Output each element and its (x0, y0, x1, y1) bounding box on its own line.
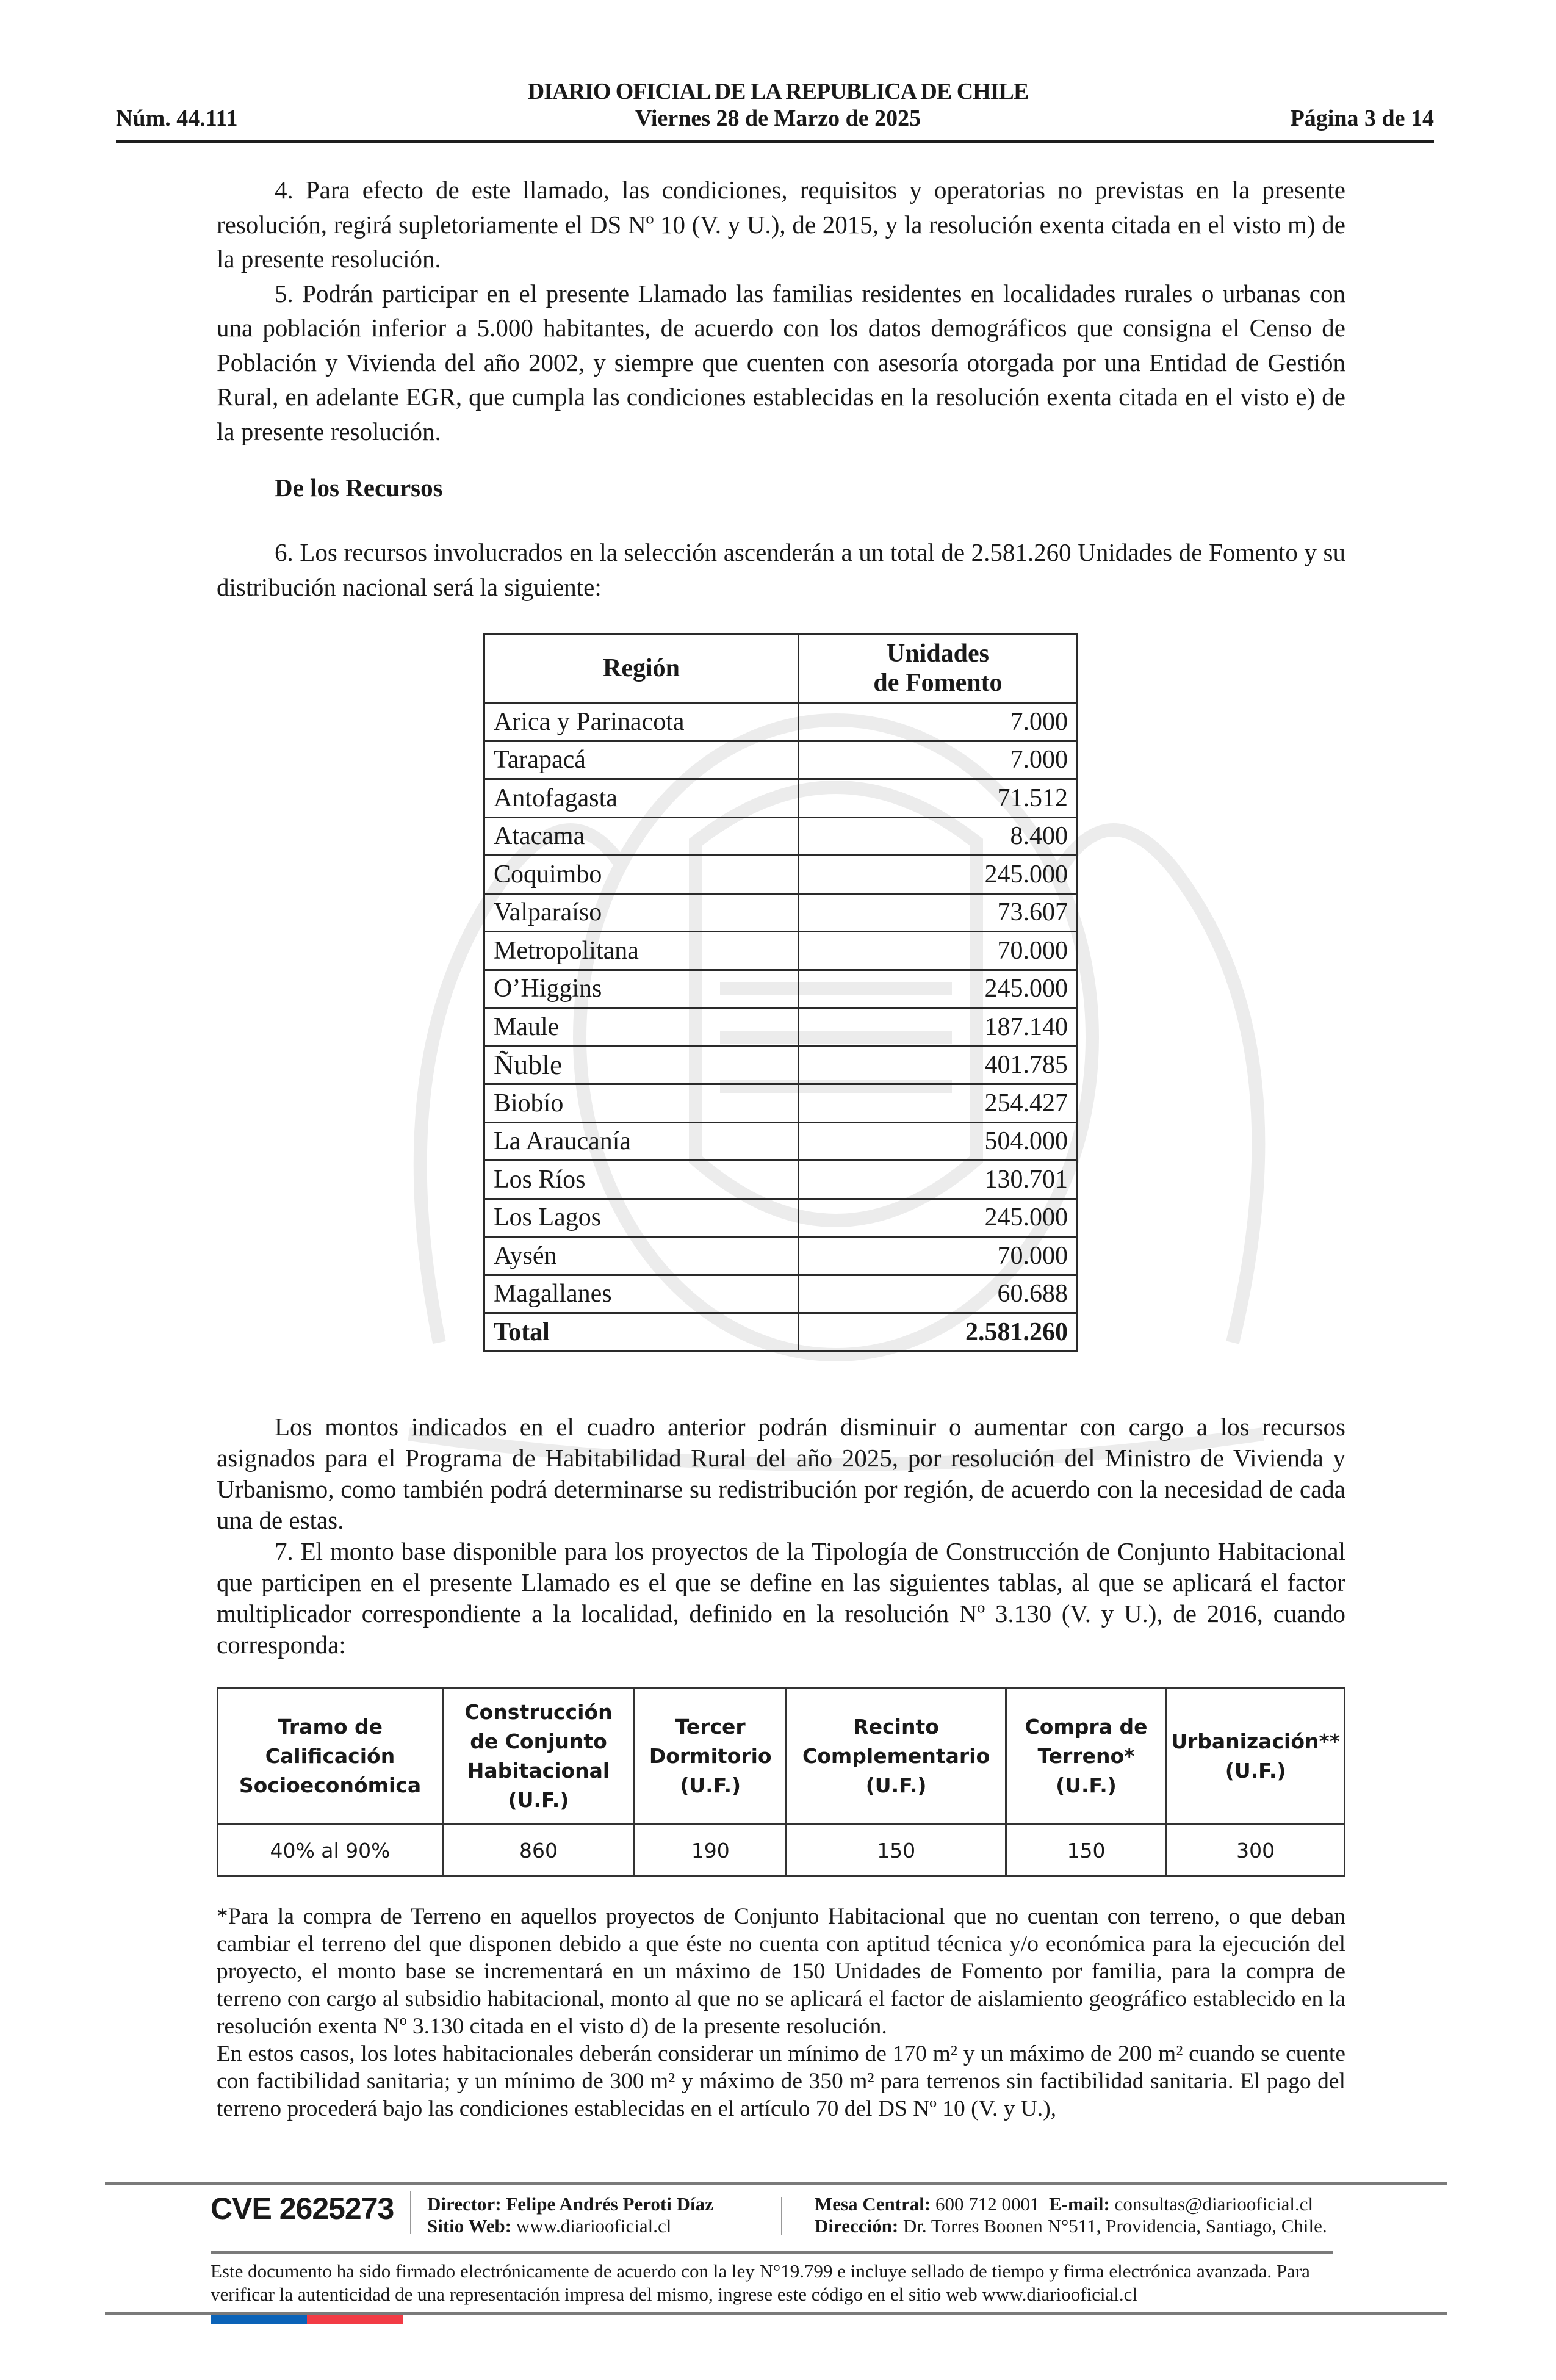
table-row (484, 817, 1078, 856)
region-name: Magallanes (484, 1275, 799, 1313)
cell-recinto: 150 (787, 1825, 1006, 1877)
address-text: Dr. Torres Boonen N°511, Providencia, Santiago, Chile. (902, 2215, 1327, 2237)
cell-construccion: 860 (443, 1825, 635, 1877)
header-line: (U.F.) (508, 1788, 569, 1812)
column-header-recinto (787, 1689, 1006, 1825)
paragraph-amounts-note: Los montos indicados en el cuadro anterior podrán disminuir o aumentar con cargo a los recursos asignados para el Programa de Habitabilidad Rural del año 2025, por resolución del Ministro de Vivienda y Urbanismo, como también podrá determinarse su redistribución por región, de acuerdo con la necesidad de cada una de estas. (217, 1413, 1345, 1534)
footer-divider (211, 2251, 1333, 2254)
region-uf: 73.607 (799, 893, 1078, 932)
paragraph-4: 4. Para efecto de este llamado, las condiciones, requisitos y operatorias no previstas en la presente resolución, regirá supletoriamente el DS Nº 10 (V. y U.), de 2015, y la resolución exenta citada en el visto m) de la presente resolución. (217, 176, 1345, 273)
column-header-region: Región (484, 634, 799, 703)
table-row (484, 1199, 1078, 1237)
header-divider (116, 140, 1434, 143)
region-name: Atacama (484, 817, 799, 856)
footnote (217, 1903, 1345, 2122)
email-label: E-mail: (1049, 2193, 1110, 2215)
region-name: Biobío (484, 1084, 799, 1123)
region-uf: 245.000 (799, 856, 1078, 894)
region-name: Antofagasta (484, 779, 799, 818)
cell-tramo: 40% al 90% (218, 1825, 443, 1877)
email-link[interactable]: consultas@diariooficial.cl (1114, 2193, 1314, 2215)
page-indicator: Página 3 de 14 (1290, 106, 1434, 131)
cell-urbanizacion: 300 (1167, 1825, 1345, 1877)
header-line: Dormitorio (649, 1744, 772, 1768)
table-row (218, 1825, 1345, 1877)
paragraph-7: 7. El monto base disponible para los proyectos de la Tipología de Construcción de Conjunto Habitacional que participen en el presente Llamado es el que se define en las siguientes tablas, al que se aplicará el factor multiplicador correspondiente a la localidad, definido en la resolución Nº 3.130 (V. y U.), de 2016, cuando corresponda: (217, 1537, 1345, 1659)
paragraph-6: 6. Los recursos involucrados en la selección ascenderán a un total de 2.581.260 Unidades de Fomento y su distribución nacional será la siguiente: (217, 538, 1345, 601)
region-uf: 7.000 (799, 741, 1078, 779)
table-row (484, 932, 1078, 970)
region-uf: 254.427 (799, 1084, 1078, 1123)
region-uf: 60.688 (799, 1275, 1078, 1313)
phone-number: 600 712 0001 (935, 2193, 1040, 2215)
phone-label: Mesa Central: (815, 2193, 931, 2215)
region-uf: 504.000 (799, 1122, 1078, 1161)
total-uf: 2.581.260 (799, 1313, 1078, 1352)
footnote-terreno: *Para la compra de Terreno en aquellos proyectos de Conjunto Habitacional que no cuentan con terreno, o que deban cambiar el terreno del que disponen debido a que éste no cuenta con aptitud técnica y/o económica para la ejecución del proyecto, el monto base se incrementará en un máximo de 150 Unidades de Fomento por familia, para la compra de terreno con cargo al subsidio habitacional, monto al que no se aplicará el factor de aislamiento geográfico establecido en la resolución exenta Nº 3.130 citada en el visto d) de la presente resolución. (217, 1904, 1345, 2039)
flag-stripe-blue (211, 2315, 307, 2324)
paragraph-6-block (217, 535, 1345, 604)
director-label: Director: (427, 2193, 502, 2215)
signature-notice: Este documento ha sido firmado electrónicamente de acuerdo con la ley N°19.799 e incluye sellado de tiempo y firma electrónica avanzada. Para verificar la autenticidad de una representación impresa del mismo, ingrese este código en el sitio web www.diariooficial.cl (211, 2260, 1310, 2305)
column-header-uf (799, 634, 1078, 703)
total-label: Total (484, 1313, 799, 1352)
region-name: Tarapacá (484, 741, 799, 779)
region-name: Aysén (484, 1237, 799, 1275)
header-line: Tramo de (278, 1715, 383, 1739)
column-header-construccion (443, 1689, 635, 1825)
table-row (484, 741, 1078, 779)
header-line: de Conjunto (470, 1729, 607, 1753)
column-header-compra-terreno (1006, 1689, 1166, 1825)
table-row (484, 1122, 1078, 1161)
region-uf: 245.000 (799, 1199, 1078, 1237)
header-line: Recinto (853, 1715, 939, 1739)
table-row (484, 1161, 1078, 1199)
issue-date: Viernes 28 de Marzo de 2025 (635, 106, 921, 131)
director-name: Felipe Andrés Peroti Díaz (506, 2193, 713, 2215)
cell-tercer-dormitorio: 190 (635, 1825, 787, 1877)
table-row (484, 1084, 1078, 1123)
table-row (484, 856, 1078, 894)
region-uf: 71.512 (799, 779, 1078, 818)
header-line: (U.F.) (680, 1773, 741, 1797)
region-name: Los Lagos (484, 1199, 799, 1237)
region-name: Maule (484, 1008, 799, 1047)
region-name: Los Ríos (484, 1161, 799, 1199)
website-label: Sitio Web: (427, 2215, 512, 2237)
table-row (484, 1008, 1078, 1047)
footer-separator (410, 2191, 411, 2234)
header-line: Construcción (464, 1700, 613, 1724)
footer-divider (105, 2182, 1447, 2185)
header-line: Compra de (1025, 1715, 1148, 1739)
region-name: Valparaíso (484, 893, 799, 932)
header-line: Tercer (675, 1715, 746, 1739)
intro-paragraphs (217, 173, 1345, 449)
region-uf: 245.000 (799, 970, 1078, 1008)
region-uf: 8.400 (799, 817, 1078, 856)
header-line: Calificación (265, 1744, 395, 1768)
table-row (484, 779, 1078, 818)
footer-contact-block (815, 2193, 1327, 2237)
header-line: (U.F.) (1056, 1773, 1117, 1797)
column-header-tercer-dormitorio (635, 1689, 787, 1825)
header-line: Habitacional (467, 1759, 610, 1783)
region-name: Coquimbo (484, 856, 799, 894)
table-header-row (218, 1689, 1345, 1825)
region-uf: 70.000 (799, 932, 1078, 970)
header-line: Terreno* (1037, 1744, 1135, 1768)
region-name: La Araucanía (484, 1122, 799, 1161)
region-name: Arica y Parinacota (484, 703, 799, 741)
table-row (484, 970, 1078, 1008)
table-row (484, 1046, 1078, 1084)
footnote-lotes: En estos casos, los lotes habitacionales deberán considerar un mínimo de 170 m² y un máximo de 200 m² cuando se cuente con factibilidad sanitaria; y un mínimo de 300 m² y máximo de 350 m² para terrenos sin factibilidad sanitaria. El pago del terreno procederá bajo las condiciones establecidas en el artículo 70 del DS Nº 10 (V. y U.), (217, 2041, 1345, 2121)
table-row (484, 1275, 1078, 1313)
table-header-row (484, 634, 1078, 703)
region-name: Metropolitana (484, 932, 799, 970)
region-uf: 70.000 (799, 1237, 1078, 1275)
cve-code: CVE 2625273 (211, 2191, 394, 2226)
region-uf: 187.140 (799, 1008, 1078, 1047)
table-row (484, 1237, 1078, 1275)
region-uf: 130.701 (799, 1161, 1078, 1199)
region-distribution-table (483, 633, 1078, 1352)
section-heading: De los Recursos (275, 474, 443, 502)
region-uf: 7.000 (799, 703, 1078, 741)
column-header-uf-line1: Unidades (886, 640, 990, 668)
column-header-uf-line2: de Fomento (873, 669, 1003, 697)
region-uf: 401.785 (799, 1046, 1078, 1084)
table-row (484, 893, 1078, 932)
header-line: Socioeconómica (239, 1773, 422, 1797)
post-table-paragraphs (217, 1412, 1345, 1661)
flag-stripe-red (307, 2315, 403, 2324)
website-link[interactable]: www.diariooficial.cl (516, 2215, 672, 2237)
table-row (484, 703, 1078, 741)
header-line: Urbanización** (1171, 1729, 1340, 1753)
address-label: Dirección: (815, 2215, 899, 2237)
column-header-urbanizacion (1167, 1689, 1345, 1825)
issue-number: Núm. 44.111 (116, 106, 238, 131)
newspaper-title: DIARIO OFICIAL DE LA REPUBLICA DE CHILE (527, 79, 1029, 104)
cell-compra-terreno: 150 (1006, 1825, 1166, 1877)
paragraph-5: 5. Podrán participar en el presente Llamado las familias residentes en localidades rurales o urbanas con una población inferior a 5.000 habitantes, de acuerdo con los datos demográficos que consigna el Censo de Población y Vivienda del año 2002, y siempre que cuenten con asesoría otorgada por una Entidad de Gestión Rural, en adelante EGR, que cumpla las condiciones establecidas en la resolución exenta citada en el visto e) de la presente resolución. (217, 279, 1345, 445)
base-amount-table (217, 1687, 1345, 1877)
footer-director-block (427, 2193, 713, 2237)
header-line: Complementario (802, 1744, 990, 1768)
footer-separator (781, 2197, 782, 2235)
region-name: O’Higgins (484, 970, 799, 1008)
region-name: Ñuble (484, 1046, 799, 1084)
table-total-row (484, 1313, 1078, 1352)
header-line: (U.F.) (1225, 1759, 1286, 1783)
column-header-tramo (218, 1689, 443, 1825)
header-line: (U.F.) (865, 1773, 927, 1797)
